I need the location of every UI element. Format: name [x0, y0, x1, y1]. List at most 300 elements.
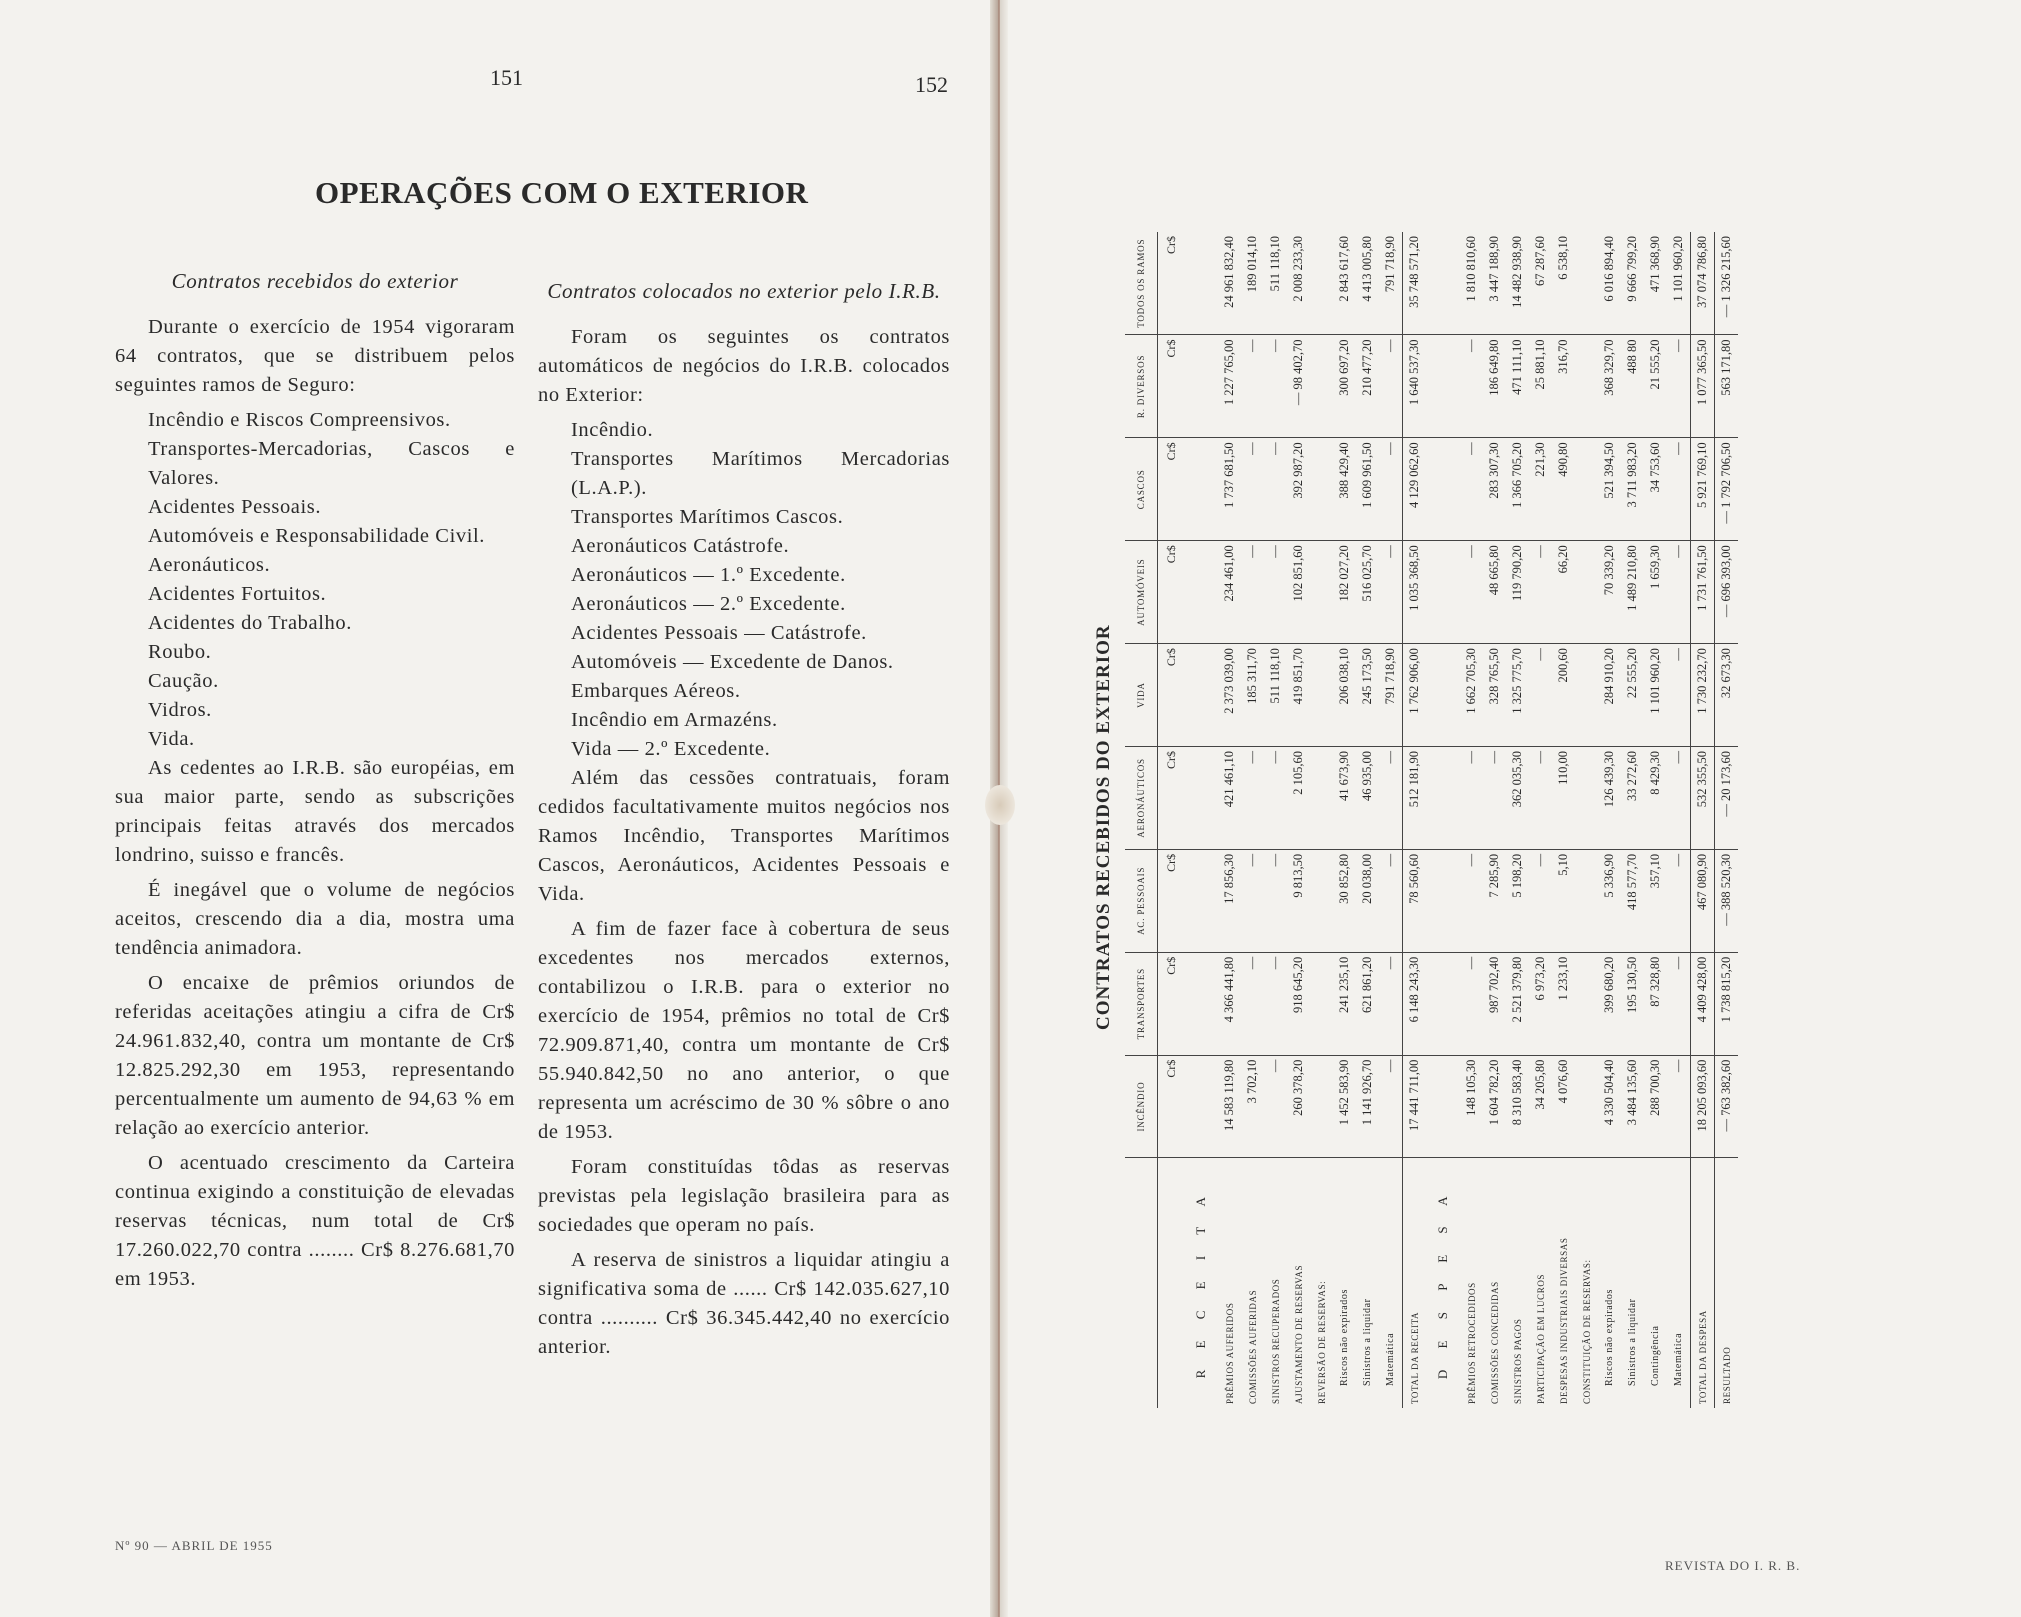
- value-cell: 1 737 681,50: [1218, 438, 1241, 541]
- right-page-number: 152: [915, 72, 948, 97]
- value-cell: —: [1241, 849, 1264, 952]
- value-cell: 918 645,20: [1287, 952, 1310, 1055]
- value-cell: 70 339,20: [1598, 541, 1621, 644]
- page-stain: [985, 785, 1015, 825]
- value-cell: 33 272,60: [1621, 747, 1644, 850]
- value-cell: 3 484 135,60: [1621, 1055, 1644, 1158]
- value-cell: 48 665,80: [1483, 541, 1506, 644]
- value-cell: 532 355,50: [1691, 747, 1715, 850]
- col2-contract-list: [538, 416, 950, 764]
- value-cell: 221,30: [1529, 438, 1552, 541]
- value-cell: —: [1264, 541, 1287, 644]
- value-cell: — 1 326 215,60: [1715, 232, 1739, 335]
- value-cell: —: [1529, 541, 1552, 644]
- value-cell: 791 718,90: [1379, 232, 1403, 335]
- left-page-number: 151: [490, 65, 523, 90]
- col1-paragraph: O encaixe de prêmios oriundos de referidas aceitações atingiu a cifra de Cr$ 24.961.832,40, contra um montante de Cr$ 12.825.292,30 em 1953, representando percentualmente um aumento de 94,63 % em relação ao exercício anterior.: [115, 972, 515, 1139]
- value-cell: —: [1264, 1055, 1287, 1158]
- value-cell: 1 077 365,50: [1691, 335, 1715, 438]
- row-label: Matemática: [1673, 1332, 1684, 1386]
- currency-label-cell: [1158, 1158, 1185, 1408]
- value-cell: 189 014,10: [1241, 232, 1264, 335]
- section-heading: R E C E I T A: [1193, 1188, 1208, 1379]
- value-cell: 32 673,30: [1715, 644, 1739, 747]
- table-row: [1667, 232, 1691, 1408]
- col1-list-item: Vida.: [148, 728, 195, 750]
- table-row: [1460, 232, 1483, 1408]
- col1-paragraph: É inegável que o volume de negócios aceitos, crescendo dia a dia, mostra uma tendência animadora.: [115, 879, 515, 959]
- col2-list-item: Embarques Aéreos.: [571, 680, 741, 702]
- value-cell: —: [1667, 849, 1691, 952]
- blank-cell: [1184, 952, 1218, 1055]
- value-cell: [1575, 952, 1598, 1055]
- table-row: [1691, 232, 1715, 1408]
- value-cell: 1 730 232,70: [1691, 644, 1715, 747]
- value-cell: 4 129 062,60: [1403, 438, 1427, 541]
- value-cell: 195 130,50: [1621, 952, 1644, 1055]
- table-row: [1333, 232, 1356, 1408]
- currency-cell: Cr$: [1158, 335, 1185, 438]
- table-row: [1552, 232, 1575, 1408]
- blank-cell: [1426, 232, 1460, 335]
- value-cell: 1 101 960,20: [1644, 644, 1667, 747]
- col2-list-item: Acidentes Pessoais — Catástrofe.: [571, 622, 867, 644]
- table-row: [1310, 232, 1333, 1408]
- col1-paragraph: As cedentes ao I.R.B. são européias, em sua maior parte, sendo as subscrições principais feitas através dos mercados londrino, suisso e francês.: [115, 757, 515, 866]
- value-cell: 110,00: [1552, 747, 1575, 850]
- value-cell: —: [1264, 849, 1287, 952]
- value-cell: 182 027,20: [1333, 541, 1356, 644]
- col1-list-item: Acidentes Fortuitos.: [148, 583, 327, 605]
- col2-paragraph: A reserva de sinistros a liquidar atingiu a significativa soma de ...... Cr$ 142.035.627,10 contra .......... Cr$ 36.345.442,40 no exercício anterior.: [538, 1249, 950, 1358]
- table-row: [1403, 232, 1427, 1408]
- col2-list-item: Aeronáuticos — 1.º Excedente.: [571, 564, 846, 586]
- value-cell: 471 368,90: [1644, 232, 1667, 335]
- value-cell: 41 673,90: [1333, 747, 1356, 850]
- col1-list-item: Vidros.: [148, 699, 212, 721]
- row-label: Contingência: [1650, 1325, 1661, 1386]
- col2-list-item: Automóveis — Excedente de Danos.: [571, 651, 894, 673]
- currency-cell: Cr$: [1158, 644, 1185, 747]
- col1-heading: Contratos recebidos do exterior: [171, 269, 459, 293]
- value-cell: 488 80: [1621, 335, 1644, 438]
- col1-list-item: Incêndio e Riscos Compreensivos.: [148, 409, 451, 431]
- row-label: PARTICIPAÇÃO EM LUCROS: [1535, 1273, 1546, 1404]
- value-cell: 621 861,20: [1356, 952, 1379, 1055]
- value-cell: — 98 402,70: [1287, 335, 1310, 438]
- value-cell: —: [1667, 335, 1691, 438]
- value-cell: 35 748 571,20: [1403, 232, 1427, 335]
- value-cell: 467 080,90: [1691, 849, 1715, 952]
- value-cell: 1 035 368,50: [1403, 541, 1427, 644]
- col1-list-item: Transportes-Mercadorias, Cascos e Valores.: [148, 438, 515, 489]
- column-header: R. DIVERSOS: [1125, 335, 1158, 438]
- row-label: PRÊMIOS RETROCEDIDOS: [1466, 1282, 1477, 1404]
- value-cell: —: [1379, 952, 1403, 1055]
- table-row: [1379, 232, 1403, 1408]
- table-row: [1483, 232, 1506, 1408]
- currency-cell: Cr$: [1158, 952, 1185, 1055]
- column-header: TRANSPORTES: [1125, 952, 1158, 1055]
- col2-list-item: Vida — 2.º Excedente.: [571, 738, 771, 760]
- value-cell: 1 604 782,20: [1483, 1055, 1506, 1158]
- value-cell: — 763 382,60: [1715, 1055, 1739, 1158]
- value-cell: [1575, 849, 1598, 952]
- value-cell: 1 101 960,20: [1667, 232, 1691, 335]
- col1-list-item: Aeronáuticos.: [148, 554, 271, 576]
- value-cell: 34 205,80: [1529, 1055, 1552, 1158]
- value-cell: 1 731 761,50: [1691, 541, 1715, 644]
- value-cell: [1575, 232, 1598, 335]
- blank-cell: [1184, 849, 1218, 952]
- value-cell: 392 987,20: [1287, 438, 1310, 541]
- table-row: [1241, 232, 1264, 1408]
- value-cell: 1 489 210,80: [1621, 541, 1644, 644]
- value-cell: 245 173,50: [1356, 644, 1379, 747]
- value-cell: 200,60: [1552, 644, 1575, 747]
- value-cell: —: [1460, 849, 1483, 952]
- value-cell: 8 429,30: [1644, 747, 1667, 850]
- value-cell: 516 025,70: [1356, 541, 1379, 644]
- col2-list-item: Incêndio.: [571, 419, 654, 441]
- value-cell: —: [1241, 541, 1264, 644]
- value-cell: 3 702,10: [1241, 1055, 1264, 1158]
- value-cell: 8 310 583,40: [1506, 1055, 1529, 1158]
- value-cell: —: [1379, 335, 1403, 438]
- value-cell: 418 577,70: [1621, 849, 1644, 952]
- value-cell: 2 105,60: [1287, 747, 1310, 850]
- value-cell: 2 008 233,30: [1287, 232, 1310, 335]
- value-cell: —: [1667, 644, 1691, 747]
- value-cell: [1310, 1055, 1333, 1158]
- value-cell: 521 394,50: [1598, 438, 1621, 541]
- value-cell: 87 328,80: [1644, 952, 1667, 1055]
- value-cell: 1 762 906,00: [1403, 644, 1427, 747]
- value-cell: 987 702,40: [1483, 952, 1506, 1055]
- value-cell: 1 738 815,20: [1715, 952, 1739, 1055]
- value-cell: 18 205 093,60: [1691, 1055, 1715, 1158]
- blank-cell: [1184, 644, 1218, 747]
- value-cell: [1310, 849, 1333, 952]
- value-cell: 5 336,90: [1598, 849, 1621, 952]
- value-cell: —: [1241, 335, 1264, 438]
- col1-paragraph: O acentuado crescimento da Carteira continua exigindo a constituição de elevadas reservas técnicas, num total de Cr$ 17.260.022,70 contra ........ Cr$ 8.276.681,70 em 1953.: [115, 1152, 515, 1290]
- value-cell: 102 851,60: [1287, 541, 1310, 644]
- value-cell: —: [1460, 438, 1483, 541]
- value-cell: 1 141 926,70: [1356, 1055, 1379, 1158]
- value-cell: 21 555,20: [1644, 335, 1667, 438]
- value-cell: 185 311,70: [1241, 644, 1264, 747]
- value-cell: 24 961 832,40: [1218, 232, 1241, 335]
- value-cell: —: [1264, 952, 1287, 1055]
- row-label: Riscos não expirados: [1604, 1289, 1615, 1386]
- financial-table: [1125, 232, 1738, 1408]
- row-label: Riscos não expirados: [1339, 1289, 1350, 1386]
- value-cell: [1575, 541, 1598, 644]
- value-cell: [1310, 232, 1333, 335]
- table-row: [1529, 232, 1552, 1408]
- value-cell: [1575, 1055, 1598, 1158]
- section-title: OPERAÇÕES COM O EXTERIOR: [315, 175, 809, 210]
- value-cell: 2 843 617,60: [1333, 232, 1356, 335]
- table-row: [1575, 232, 1598, 1408]
- value-cell: 260 378,20: [1287, 1055, 1310, 1158]
- value-cell: 4 076,60: [1552, 1055, 1575, 1158]
- value-cell: 5 198,20: [1506, 849, 1529, 952]
- blank-cell: [1184, 438, 1218, 541]
- value-cell: 511 118,10: [1264, 644, 1287, 747]
- value-cell: 20 038,00: [1356, 849, 1379, 952]
- value-cell: —: [1379, 747, 1403, 850]
- value-cell: 288 700,30: [1644, 1055, 1667, 1158]
- column-header: INCÊNDIO: [1125, 1055, 1158, 1158]
- value-cell: —: [1379, 849, 1403, 952]
- value-cell: 1 366 705,20: [1506, 438, 1529, 541]
- table-row: [1598, 232, 1621, 1408]
- blank-cell: [1426, 644, 1460, 747]
- currency-cell: Cr$: [1158, 1055, 1185, 1158]
- value-cell: [1575, 747, 1598, 850]
- column-header: AC. PESSOAIS: [1125, 849, 1158, 952]
- value-cell: —: [1264, 747, 1287, 850]
- row-label: Sinistros a liquidar: [1627, 1298, 1638, 1386]
- value-cell: 512 181,90: [1403, 747, 1427, 850]
- value-cell: 78 560,60: [1403, 849, 1427, 952]
- value-cell: 9 813,50: [1287, 849, 1310, 952]
- value-cell: —: [1667, 747, 1691, 850]
- table-row: [1621, 232, 1644, 1408]
- blank-cell: [1426, 849, 1460, 952]
- value-cell: 1 640 537,30: [1403, 335, 1427, 438]
- rotated-table-wrapper: [1125, 232, 1805, 1408]
- value-cell: [1575, 438, 1598, 541]
- value-cell: 4 330 504,40: [1598, 1055, 1621, 1158]
- column-header: CASCOS: [1125, 438, 1158, 541]
- section-row: [1184, 232, 1218, 1408]
- value-cell: 1 662 705,30: [1460, 644, 1483, 747]
- value-cell: 1 325 775,70: [1506, 644, 1529, 747]
- value-cell: 283 307,30: [1483, 438, 1506, 541]
- value-cell: [1310, 438, 1333, 541]
- value-cell: 17 441 711,00: [1403, 1055, 1427, 1158]
- blank-cell: [1184, 541, 1218, 644]
- value-cell: 1 227 765,00: [1218, 335, 1241, 438]
- table-corner-cell: [1125, 1158, 1158, 1408]
- value-cell: —: [1529, 644, 1552, 747]
- value-cell: [1310, 747, 1333, 850]
- col2-paragraph: Foram constituídas tôdas as reservas previstas pela legislação brasileira para as sociedades que operam no país.: [538, 1156, 950, 1236]
- row-label: TOTAL DA DESPESA: [1691, 1158, 1715, 1408]
- column-header: VIDA: [1125, 644, 1158, 747]
- value-cell: 3 711 983,20: [1621, 438, 1644, 541]
- table-title: CONTRATOS RECEBIDOS DO EXTERIOR: [1093, 624, 1114, 1030]
- value-cell: —: [1379, 1055, 1403, 1158]
- left-footer: Nº 90 — ABRIL DE 1955: [115, 1538, 273, 1553]
- table-row: [1356, 232, 1379, 1408]
- value-cell: 67 287,60: [1529, 232, 1552, 335]
- table-row: [1715, 232, 1739, 1408]
- value-cell: 3 447 188,90: [1483, 232, 1506, 335]
- col2-paragraph: A fim de fazer face à cobertura de seus excedentes nos mercados externos, contabilizou o I.R.B. para o exterior no exercício de 1954, prêmios no total de Cr$ 72.909.871,40, contra um montante de Cr$ 55.940.842,50 no ano anterior, o que representa um acréscimo de 30 % sôbre o ano de 1953.: [538, 918, 950, 1143]
- value-cell: 14 482 938,90: [1506, 232, 1529, 335]
- value-cell: 66,20: [1552, 541, 1575, 644]
- currency-cell: Cr$: [1158, 541, 1185, 644]
- blank-cell: [1426, 747, 1460, 850]
- col1-list-item: Acidentes Pessoais.: [148, 496, 322, 518]
- row-label: SINISTROS RECUPERADOS: [1270, 1278, 1281, 1404]
- value-cell: 368 329,70: [1598, 335, 1621, 438]
- row-label: PRÊMIOS AUFERIDOS: [1224, 1302, 1235, 1404]
- value-cell: 490,80: [1552, 438, 1575, 541]
- value-cell: 22 555,20: [1621, 644, 1644, 747]
- blank-cell: [1184, 335, 1218, 438]
- row-label: RESULTADO: [1715, 1158, 1739, 1408]
- column-header: AERONÁUTICOS: [1125, 747, 1158, 850]
- col1-list-item: Acidentes do Trabalho.: [148, 612, 352, 634]
- value-cell: —: [1460, 541, 1483, 644]
- value-cell: —: [1460, 952, 1483, 1055]
- value-cell: 419 851,70: [1287, 644, 1310, 747]
- column-header: TODOS OS RAMOS: [1125, 232, 1158, 335]
- table-row: [1287, 232, 1310, 1408]
- value-cell: —: [1241, 747, 1264, 850]
- value-cell: 9 666 799,20: [1621, 232, 1644, 335]
- value-cell: 1 659,30: [1644, 541, 1667, 644]
- col2-list-item: Transportes Marítimos Cascos.: [571, 506, 844, 528]
- col1-list-item: Automóveis e Responsabilidade Civil.: [148, 525, 486, 547]
- col2-paragraph: Além das cessões contratuais, foram cedidos facultativamente muitos negócios nos Ramos Incêndio, Transportes Marítimos Cascos, Aeronáuticos, Acidentes Pessoais e Vida.: [538, 767, 950, 905]
- blank-cell: [1426, 438, 1460, 541]
- value-cell: 25 881,10: [1529, 335, 1552, 438]
- value-cell: 4 366 441,80: [1218, 952, 1241, 1055]
- value-cell: 5 921 769,10: [1691, 438, 1715, 541]
- col2-intro: Foram os seguintes os contratos automáticos de negócios do I.R.B. colocados no Exterior:: [538, 326, 950, 406]
- value-cell: 2 521 379,80: [1506, 952, 1529, 1055]
- value-cell: 388 429,40: [1333, 438, 1356, 541]
- value-cell: —: [1529, 747, 1552, 850]
- value-cell: 563 171,80: [1715, 335, 1739, 438]
- value-cell: 30 852,80: [1333, 849, 1356, 952]
- blank-cell: [1184, 747, 1218, 850]
- column-header: AUTOMÓVEIS: [1125, 541, 1158, 644]
- value-cell: — 1 792 706,50: [1715, 438, 1739, 541]
- value-cell: 14 583 119,80: [1218, 1055, 1241, 1158]
- value-cell: 17 856,30: [1218, 849, 1241, 952]
- table-row: [1264, 232, 1287, 1408]
- value-cell: 5,10: [1552, 849, 1575, 952]
- blank-cell: [1426, 335, 1460, 438]
- value-cell: —: [1667, 438, 1691, 541]
- col1-list-item: Caução.: [148, 670, 219, 692]
- value-cell: 284 910,20: [1598, 644, 1621, 747]
- value-cell: 421 461,10: [1218, 747, 1241, 850]
- row-label: AJUSTAMENTO DE RESERVAS: [1293, 1264, 1304, 1404]
- value-cell: 126 439,30: [1598, 747, 1621, 850]
- value-cell: 37 074 786,80: [1691, 232, 1715, 335]
- col1-intro: Durante o exercício de 1954 vigoraram 64 contratos, que se distribuem pelos seguintes ramos de Seguro:: [115, 316, 515, 396]
- row-label: COMISSÕES AUFERIDAS: [1247, 1289, 1258, 1404]
- value-cell: —: [1667, 952, 1691, 1055]
- value-cell: —: [1460, 747, 1483, 850]
- table-row: [1644, 232, 1667, 1408]
- value-cell: — 20 173,60: [1715, 747, 1739, 850]
- value-cell: 234 461,00: [1218, 541, 1241, 644]
- value-cell: 210 477,20: [1356, 335, 1379, 438]
- row-label: Matemática: [1385, 1332, 1396, 1386]
- currency-cell: Cr$: [1158, 747, 1185, 850]
- value-cell: 4 413 005,80: [1356, 232, 1379, 335]
- value-cell: [1310, 952, 1333, 1055]
- value-cell: 241 235,10: [1333, 952, 1356, 1055]
- value-cell: 4 409 428,00: [1691, 952, 1715, 1055]
- value-cell: [1310, 335, 1333, 438]
- value-cell: 2 373 039,00: [1218, 644, 1241, 747]
- blank-cell: [1426, 952, 1460, 1055]
- value-cell: 6 973,20: [1529, 952, 1552, 1055]
- value-cell: [1575, 644, 1598, 747]
- value-cell: 791 718,90: [1379, 644, 1403, 747]
- value-cell: —: [1264, 438, 1287, 541]
- col1-branch-list: [115, 406, 515, 754]
- value-cell: 316,70: [1552, 335, 1575, 438]
- col2-list-item: Aeronáuticos Catástrofe.: [571, 535, 790, 557]
- value-cell: [1575, 335, 1598, 438]
- value-cell: 34 753,60: [1644, 438, 1667, 541]
- value-cell: [1310, 644, 1333, 747]
- value-cell: 119 790,20: [1506, 541, 1529, 644]
- col2-list-item: Incêndio em Armazéns.: [571, 709, 778, 731]
- value-cell: 357,10: [1644, 849, 1667, 952]
- row-label: CONSTITUIÇÃO DE RESERVAS:: [1581, 1259, 1592, 1404]
- value-cell: 206 038,10: [1333, 644, 1356, 747]
- value-cell: 186 649,80: [1483, 335, 1506, 438]
- middle-column: [538, 275, 950, 1368]
- value-cell: — 388 520,30: [1715, 849, 1739, 952]
- value-cell: 148 105,30: [1460, 1055, 1483, 1158]
- blank-cell: [1184, 1055, 1218, 1158]
- value-cell: —: [1483, 747, 1506, 850]
- row-label: REVERSÃO DE RESERVAS:: [1316, 1280, 1327, 1404]
- currency-cell: Cr$: [1158, 438, 1185, 541]
- currency-cell: Cr$: [1158, 849, 1185, 952]
- currency-cell: Cr$: [1158, 232, 1185, 335]
- value-cell: —: [1379, 541, 1403, 644]
- value-cell: — 696 393,00: [1715, 541, 1739, 644]
- value-cell: 362 035,30: [1506, 747, 1529, 850]
- section-heading: D E S P E S A: [1435, 1187, 1450, 1380]
- value-cell: 471 111,10: [1506, 335, 1529, 438]
- row-label: DESPESAS INDUSTRIAIS DIVERSAS: [1558, 1237, 1569, 1404]
- left-column: [115, 265, 515, 1300]
- currency-row: [1158, 232, 1185, 1408]
- value-cell: —: [1667, 541, 1691, 644]
- value-cell: 328 765,50: [1483, 644, 1506, 747]
- value-cell: —: [1460, 335, 1483, 438]
- value-cell: 300 697,20: [1333, 335, 1356, 438]
- rotated-table: [1125, 232, 1805, 1408]
- col2-list-item: Transportes Marítimos Mercadorias (L.A.P.).: [571, 448, 950, 499]
- value-cell: 6 148 243,30: [1403, 952, 1427, 1055]
- value-cell: —: [1241, 438, 1264, 541]
- col1-list-item: Roubo.: [148, 641, 212, 663]
- value-cell: 1 233,10: [1552, 952, 1575, 1055]
- value-cell: 511 118,10: [1264, 232, 1287, 335]
- col2-list-item: Aeronáuticos — 2.º Excedente.: [571, 593, 846, 615]
- blank-cell: [1426, 1055, 1460, 1158]
- table-row: [1506, 232, 1529, 1408]
- value-cell: 1 609 961,50: [1356, 438, 1379, 541]
- row-label: SINISTROS PAGOS: [1512, 1318, 1523, 1404]
